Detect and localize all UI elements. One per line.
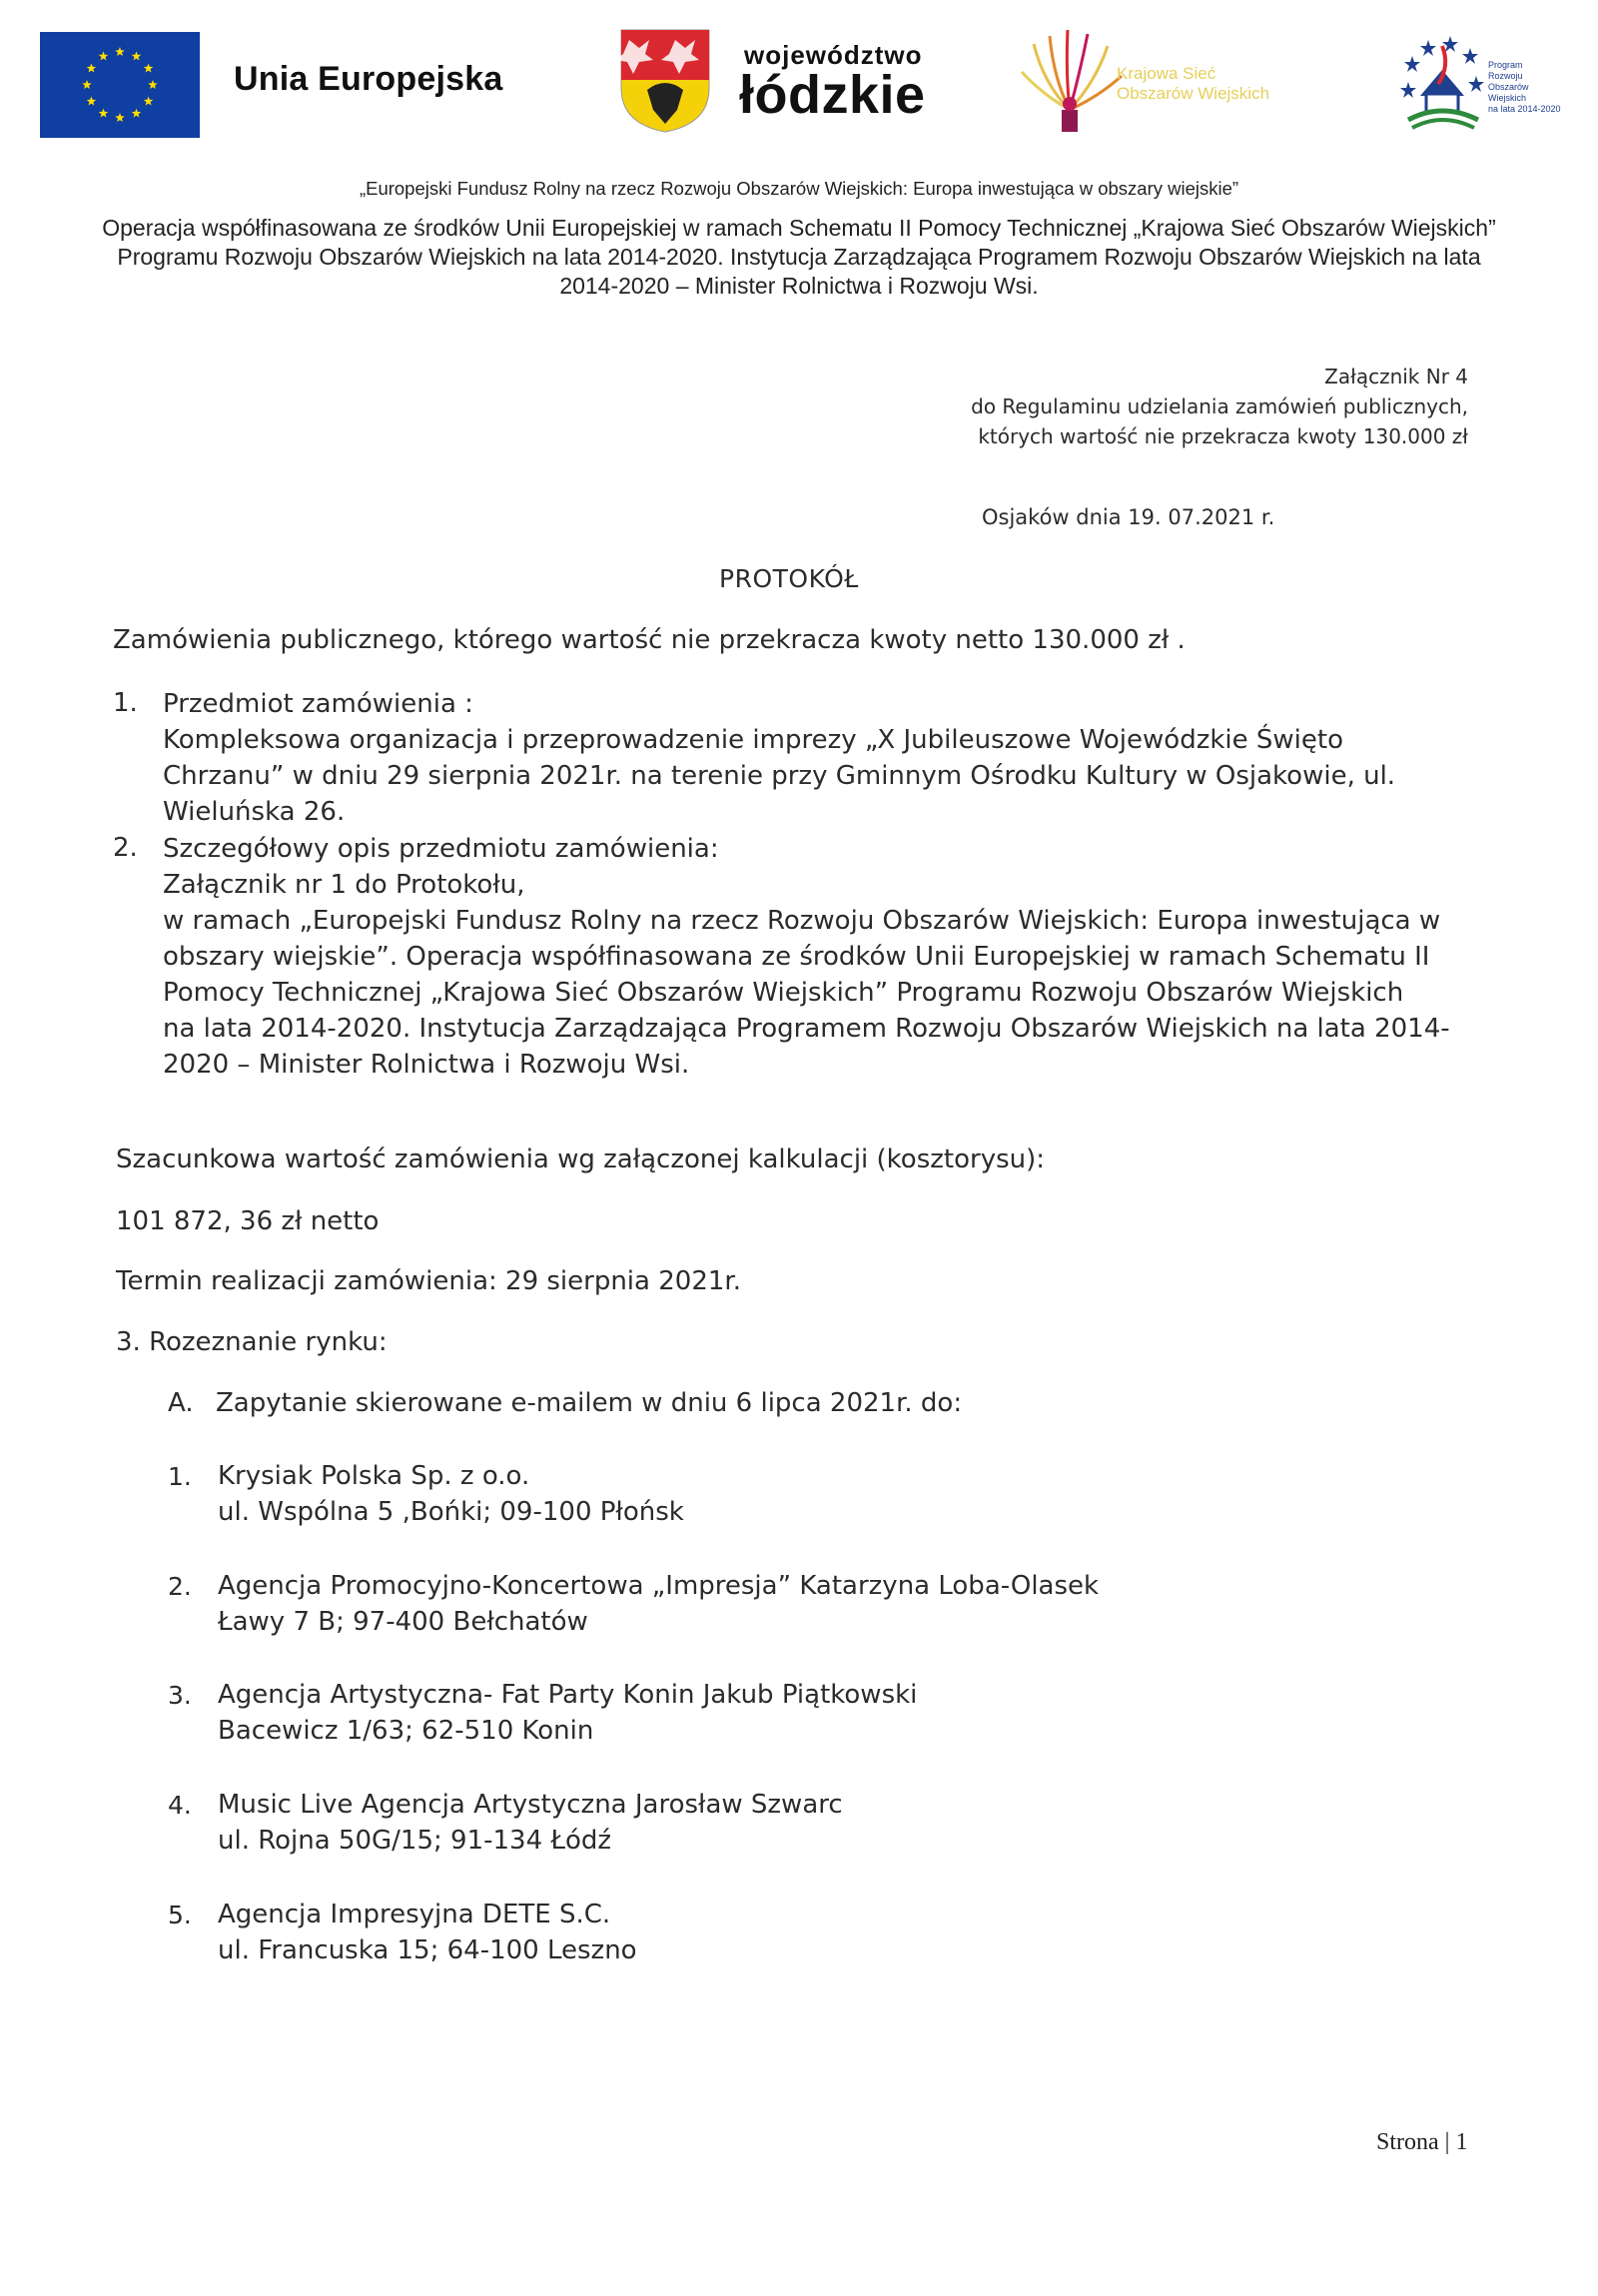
item-line: Szczegółowy opis przedmiotu zamówienia: xyxy=(163,834,719,864)
item-line: Chrzanu” w dniu 29 sierpnia 2021r. na terenie przy Gminnym Ośrodku Kultury w Osjakowie, ul. xyxy=(163,761,1396,791)
entity-name: Music Live Agencja Artystyczna Jarosław Szwarc xyxy=(218,1790,843,1820)
item-line: Pomocy Technicznej „Krajowa Sieć Obszarów Wiejskich” Programu Rozwoju Obszarów Wiejskich xyxy=(163,978,1404,1008)
prow-text xyxy=(1488,60,1568,115)
item-line: Załącznik nr 1 do Protokołu, xyxy=(163,870,525,900)
entity-item xyxy=(218,1787,1316,1859)
market-survey-label: 3. Rozeznanie rynku: xyxy=(116,1327,388,1357)
entity-item xyxy=(218,1458,1316,1530)
place-date: Osjaków dnia 19. 07.2021 r. xyxy=(982,505,1275,529)
item-line: Wieluńska 26. xyxy=(163,797,346,827)
entity-name: Agencja Promocyjno-Koncertowa „Impresja” Katarzyna Loba-Olasek xyxy=(218,1571,1100,1601)
attachment-line: do Regulaminu udzielania zamówień publicznych, xyxy=(971,394,1468,418)
ksow-text xyxy=(1117,64,1316,104)
entity-address: Ławy 7 B; 97-400 Bełchatów xyxy=(218,1607,588,1637)
operation-subtitle-line: 2014-2020 – Minister Rolnictwa i Rozwoju Wsi. xyxy=(559,273,1039,299)
prow-text-line: Rozwoju xyxy=(1488,71,1523,81)
entity-address: ul. Francuska 15; 64-100 Leszno xyxy=(218,1935,637,1965)
entity-number: 3. xyxy=(168,1681,192,1710)
estimate-label: Szacunkowa wartość zamówienia wg załączonej kalkulacji (kosztorysu): xyxy=(116,1145,1046,1174)
item-description xyxy=(163,831,1481,1083)
ksow-text-line: Obszarów Wiejskich xyxy=(1117,84,1270,103)
prow-text-line: Obszarów xyxy=(1488,82,1529,92)
entity-number: 2. xyxy=(168,1572,192,1601)
entity-number: 1. xyxy=(168,1462,192,1491)
item-line: 2020 – Minister Rolnictwa i Rozwoju Wsi. xyxy=(163,1050,690,1080)
operation-subtitle-line: Operacja współfinasowana ze środków Unii Europejskiej w ramach Schematu II Pomocy Technicznej „Krajowa Sieć Obszarów Wiejskich” xyxy=(102,215,1496,241)
entity-name: Agencja Impresyjna DETE S.C. xyxy=(218,1900,611,1929)
deadline-text: Termin realizacji zamówienia: 29 sierpnia 2021r. xyxy=(116,1266,741,1296)
lodzkie-crest-icon xyxy=(619,28,711,134)
document-title: PROTOKÓŁ xyxy=(719,564,859,593)
eu-flag-logo xyxy=(40,32,200,138)
region-label-small: województwo xyxy=(744,40,923,70)
prow-text-line: Wiejskich xyxy=(1488,93,1527,103)
item-number: 1. xyxy=(113,688,138,718)
item-line: w ramach „Europejski Fundusz Rolny na rzecz Rozwoju Obszarów Wiejskich: Europa inwestująca w xyxy=(163,906,1441,936)
entity-address: Bacewicz 1/63; 62-510 Konin xyxy=(218,1716,594,1746)
attachment-note xyxy=(869,362,1468,451)
entity-item xyxy=(218,1897,1316,1968)
entity-number: 5. xyxy=(168,1901,192,1929)
entity-number: 4. xyxy=(168,1791,192,1820)
eu-label: Unia Europejska xyxy=(234,60,503,98)
region-label-big: łódzkie xyxy=(739,65,926,125)
attachment-line: Załącznik Nr 4 xyxy=(1324,365,1468,388)
item-number: 2. xyxy=(113,833,138,863)
fund-subtitle: „Europejski Fundusz Rolny na rzecz Rozwoju Obszarów Wiejskich: Europa inwestująca w obszary wiejskie” xyxy=(359,178,1239,199)
eu-stars-icon xyxy=(40,32,200,138)
item-line: na lata 2014-2020. Instytucja Zarządzająca Programem Rozwoju Obszarów Wiejskich na lata 2014- xyxy=(163,1014,1450,1044)
operation-subtitle-line: Programu Rozwoju Obszarów Wiejskich na lata 2014-2020. Instytucja Zarządzająca Programem Rozwoju Obszarów Wiejskich na lata xyxy=(117,244,1481,270)
entity-item xyxy=(218,1568,1316,1640)
entity-address: ul. Rojna 50G/15; 91-134 Łódź xyxy=(218,1826,612,1856)
entity-name: Agencja Artystyczna- Fat Party Konin Jakub Piątkowski xyxy=(218,1680,918,1710)
item-line: obszary wiejskie”. Operacja współfinasowana ze środków Unii Europejskiej w ramach Schematu II xyxy=(163,942,1430,972)
item-line: Kompleksowa organizacja i przeprowadzenie imprezy „X Jubileuszowe Wojewódzkie Święto xyxy=(163,725,1343,755)
item-subject xyxy=(163,686,1481,830)
entity-name: Krysiak Polska Sp. z o.o. xyxy=(218,1461,530,1491)
entity-address: ul. Wspólna 5 ,Bońki; 09-100 Płońsk xyxy=(218,1497,684,1527)
prow-text-line: na lata 2014-2020 xyxy=(1488,104,1561,114)
estimate-value: 101 872, 36 zł netto xyxy=(116,1206,380,1236)
survey-a-text: Zapytanie skierowane e-mailem w dniu 6 lipca 2021r. do: xyxy=(216,1388,963,1418)
attachment-line: których wartość nie przekracza kwoty 130.000 zł xyxy=(978,424,1468,448)
intro-text: Zamówienia publicznego, którego wartość nie przekracza kwoty netto 130.000 zł . xyxy=(113,625,1186,655)
ksow-text-line: Krajowa Sieć xyxy=(1117,64,1216,83)
entity-item xyxy=(218,1677,1316,1749)
item-line: Przedmiot zamówienia : xyxy=(163,689,473,719)
ksow-logo-icon xyxy=(1014,24,1126,136)
page-number: Strona | 1 xyxy=(1376,2129,1468,2155)
prow-text-line: Program xyxy=(1488,60,1523,70)
prow-logo-icon xyxy=(1398,26,1486,132)
operation-subtitle xyxy=(40,214,1558,301)
survey-a-marker: A. xyxy=(168,1388,194,1418)
